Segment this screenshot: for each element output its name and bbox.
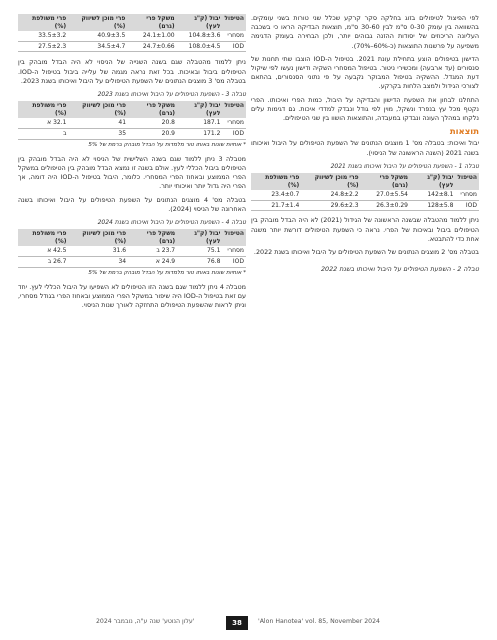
table-row [18,256,246,267]
table-cell: ב [18,128,68,139]
table-caption: טבלה 4 - השפעת הטיפולים על היבול ואיכותו בשנת 2024 [97,218,246,226]
paragraph: בטבלה מס' 2 מוצגים הנתונים של השפעת הטיפולים על היבול ואיכותו בשנת 2022. [253,248,479,257]
table-row [251,200,479,211]
header-cell: יבול (ק"ג לעץ) [177,229,222,246]
header-cell: יבול (ק"ג לעץ) [410,173,455,190]
table-2023 [18,101,246,139]
table-cell: 76.8 [177,256,222,267]
table-row [18,128,246,139]
header-cell: הטיפול [455,173,479,190]
table-cell: 23.7 ב [128,246,177,256]
header-cell: פרי משולפת (%) [251,173,301,190]
table-cell: IOD [222,256,246,267]
table-cell: 41 [68,118,128,128]
paragraph: הדישון בטיפולים הוצע בתחילת עונת 2021. בטיפול ה-IOD הוצבו שתי תחנות של סנסורים (עד ארבעה) ומכשירי ניטור. בטיפול המסחרי השקיה ודישון נעשו לפי שיקול דעת המגדל. ההשקיה בטיפול המבוקר נקבעה על פי נתוני הסנסורים, בהתאם לצורכי הגידול ולמצב הלחות בקרקע. [251,54,479,91]
table-cell: IOD [222,128,246,139]
table-row [18,31,246,41]
journal-name-hebrew: 'עלון הנוטע' שנה ע"ה, נובמבר 2024 [96,618,195,625]
table-cell: 40.9±3.5 [68,31,127,41]
table-cell: 128±5.8 [410,200,455,211]
table-cell: 35 [68,128,128,139]
table-cell: IOD [455,200,479,211]
header-cell: משקל פרי (גרם) [127,14,176,31]
table-cell: 24.9 א [128,256,177,267]
table-cell: 20.9 [128,128,177,139]
table-cell: 34 [68,256,128,267]
header-cell: פרי משולפת (%) [18,14,68,31]
paragraph: מטבלה 3 ניתן ללמוד שגם בשנה השלישית של הניסוי לא היה הבדל מובהק בין הטיפולים ביבול הכללי לעץ. אולם בשנה זו נמצא הבדל מובהק בין הטיפולים במשקל הפרי הממוצע ובאחוז הפרי המסחרי. כלומר, היבול בטיפול ה-IOD היה דומה, אך הפרי היה גדול יותר ואיכותי יותר. [18,154,247,191]
paragraph: ניתן ללמוד מהטבלה שגם בשנה השנייה של הניסוי לא היה הבדל מובהק בין הטיפולים ביבול ובאיכות. בכל זאת נראה מגמה של עלייה ביבול בטיפול ה-IOD. בטבלה מס' 3 מוצגים הנתונים של השפעת הטיפולים על היבול ואיכותו בשנת 2023. [18,58,246,85]
header-cell: פרי משולפת (%) [18,101,68,118]
header-cell: פרי מוכן לשיווק (%) [68,229,128,246]
results-heading: תוצאות [449,127,479,138]
paragraph: לפי הפיצול לטיפולים בזוג בחלקה סקר קרקע שכלל שני טורות בשני עומקים. בהשוואה בין עומק 0-30 ס"מ לבין 30-60 ס"מ, תוצאות הבדיקה הראו כי בשכבה העליונה הריכוזים של יסודות ההזנה גבוהים יותר, ולכן הבחירה בעומק הדגימה משפיעה על פרשנות התוצאות (כ-60%–70%). [251,14,479,50]
header-cell: פרי מוכן לשיווק (%) [301,173,360,190]
table-cell: מסחרי [455,190,479,200]
table-row [18,246,246,256]
table-cell: 24.1±1.00 [127,31,176,41]
table-cell: 171.2 [177,128,222,139]
table-cell: 21.7±1.4 [251,200,301,211]
paragraph: בטבלה מס' 4 מוצגים הנתונים על השפעת הטיפולים על היבול ואיכותו בשנה האחרונה של הניסוי (2024). [18,195,246,213]
paragraph: התחלנו לבחון את השפעת הדישון והבדיקה על היבול, כמות הפרי ואיכותו. הפרי נקטף מכל עץ בנפרד ונשקל, מוין לפי גודל ונבדק למדדי איכות. גם דגימות עלים נלקחו במהלך העונה ונבדקו במעבדה, והתוצאות הושוו בין שני הטיפולים. [251,95,479,123]
table-cell: 142±8.1 [410,190,455,200]
table-cell: מסחרי [222,246,246,256]
right-column [251,14,479,274]
table-cell: 24.8±2.2 [301,190,360,200]
paragraph: מטבלה 4 ניתן ללמוד שגם בשנה הזו הטיפולים לא השפיעו על היבול הכללי לעץ. יחד עם זאת בטיפול ה-IOD היה שיפור במשקל הפרי הממוצע ובאחוז הפרי בגודל מסחרי, וניתן לראות שהשפעת הטיפולים התחזקה לאורך שנות הניסוי. [18,282,246,310]
table-2021 [251,173,479,211]
table-cell: 20.8 [128,118,177,128]
header-cell: יבול (ק"ג לעץ) [177,101,222,118]
table-cell: 26.3±0.29 [361,200,410,211]
table-footnote: * אותיות שונות באותו טור מלמדות על הבדל מובהק ברמת של 5% [88,141,246,148]
header-cell: משקל פרי (גרם) [361,173,410,190]
header-cell: משקל פרי (גרם) [128,101,177,118]
header-cell: הטיפול [222,229,246,246]
table-row [18,41,246,52]
table-row [251,190,479,200]
table-header-row [18,229,246,246]
table-cell: 26.7 ב [18,256,68,267]
header-cell: יבול (ק"ג לעץ) [177,14,223,31]
header-cell: משקל פרי (גרם) [128,229,177,246]
table-cell: 42.5 א [18,246,68,256]
table-cell: מסחרי [222,118,246,128]
header-cell: פרי משולפת (%) [18,229,68,246]
table-caption: טבלה 1 - השפעת הטיפולים על היבול ואיכותו בשנת 2021 [330,162,479,170]
paragraph: ניתן ללמוד מהטבלה שבשנה הראשונה של הגידול (2021) לא היה הבדל מובהק בין הטיפולים ביבול ובאיכות של הפרי. נראה כי השפעת הטיפולים דורשת יותר משנה אחת כדי להתבטא. [251,216,479,243]
paragraph: יבול ואיכות: בטבלה מס' 1 מוצגים הנתונים של השפעת הטיפולים על היבול ואיכותו בשנה 2021 (השנה הראשונה של הניסוי). [251,139,480,157]
journal-name-english: 'Alon Hanotea' vol. 85, November 2024 [258,618,380,625]
table-cell: 34.5±4.7 [68,41,127,52]
table-cell: מסחרי [222,31,246,41]
table-cell: 27.0±5.54 [361,190,410,200]
table-cell: 29.6±2.3 [301,200,360,211]
table-row [18,118,246,128]
page-footer [0,616,497,632]
table-2022 [18,14,246,52]
table-header-row [251,173,479,190]
table-cell: 23.4±0.7 [251,190,301,200]
table-cell: 31.6 [68,246,128,256]
table-caption: טבלה 2 - השפעת הטיפולים על היבול ואיכותו בשנת 2022 [320,265,479,274]
table-footnote: * אותיות שונות באותו טור מלמדות על הבדל מובהק ברמת של 5% [88,269,246,276]
table-cell: 108.0±4.5 [177,41,223,52]
table-header-row [18,14,246,31]
table-cell: 27.5±2.3 [18,41,68,52]
table-cell: IOD [222,41,246,52]
table-cell: 75.1 [177,246,222,256]
page-number: 38 [226,616,248,630]
header-cell: הטיפול [222,14,246,31]
left-column [18,14,246,314]
header-cell: פרי מוכן לשיווק (%) [68,14,127,31]
table-2024 [18,229,246,267]
header-cell: הטיפול [222,101,246,118]
table-cell: 24.7±0.66 [127,41,176,52]
table-header-row [18,101,246,118]
table-cell: 33.5±3.2 [18,31,68,41]
header-cell: פרי מוכן לשיווק (%) [68,101,128,118]
table-cell: 187.1 [177,118,222,128]
table-cell: 104.8±3.6 [177,31,223,41]
table-cell: 32.1 א [18,118,68,128]
table-caption: טבלה 3 - השפעת הטיפולים על היבול ואיכותו בשנת 2023 [97,90,246,98]
